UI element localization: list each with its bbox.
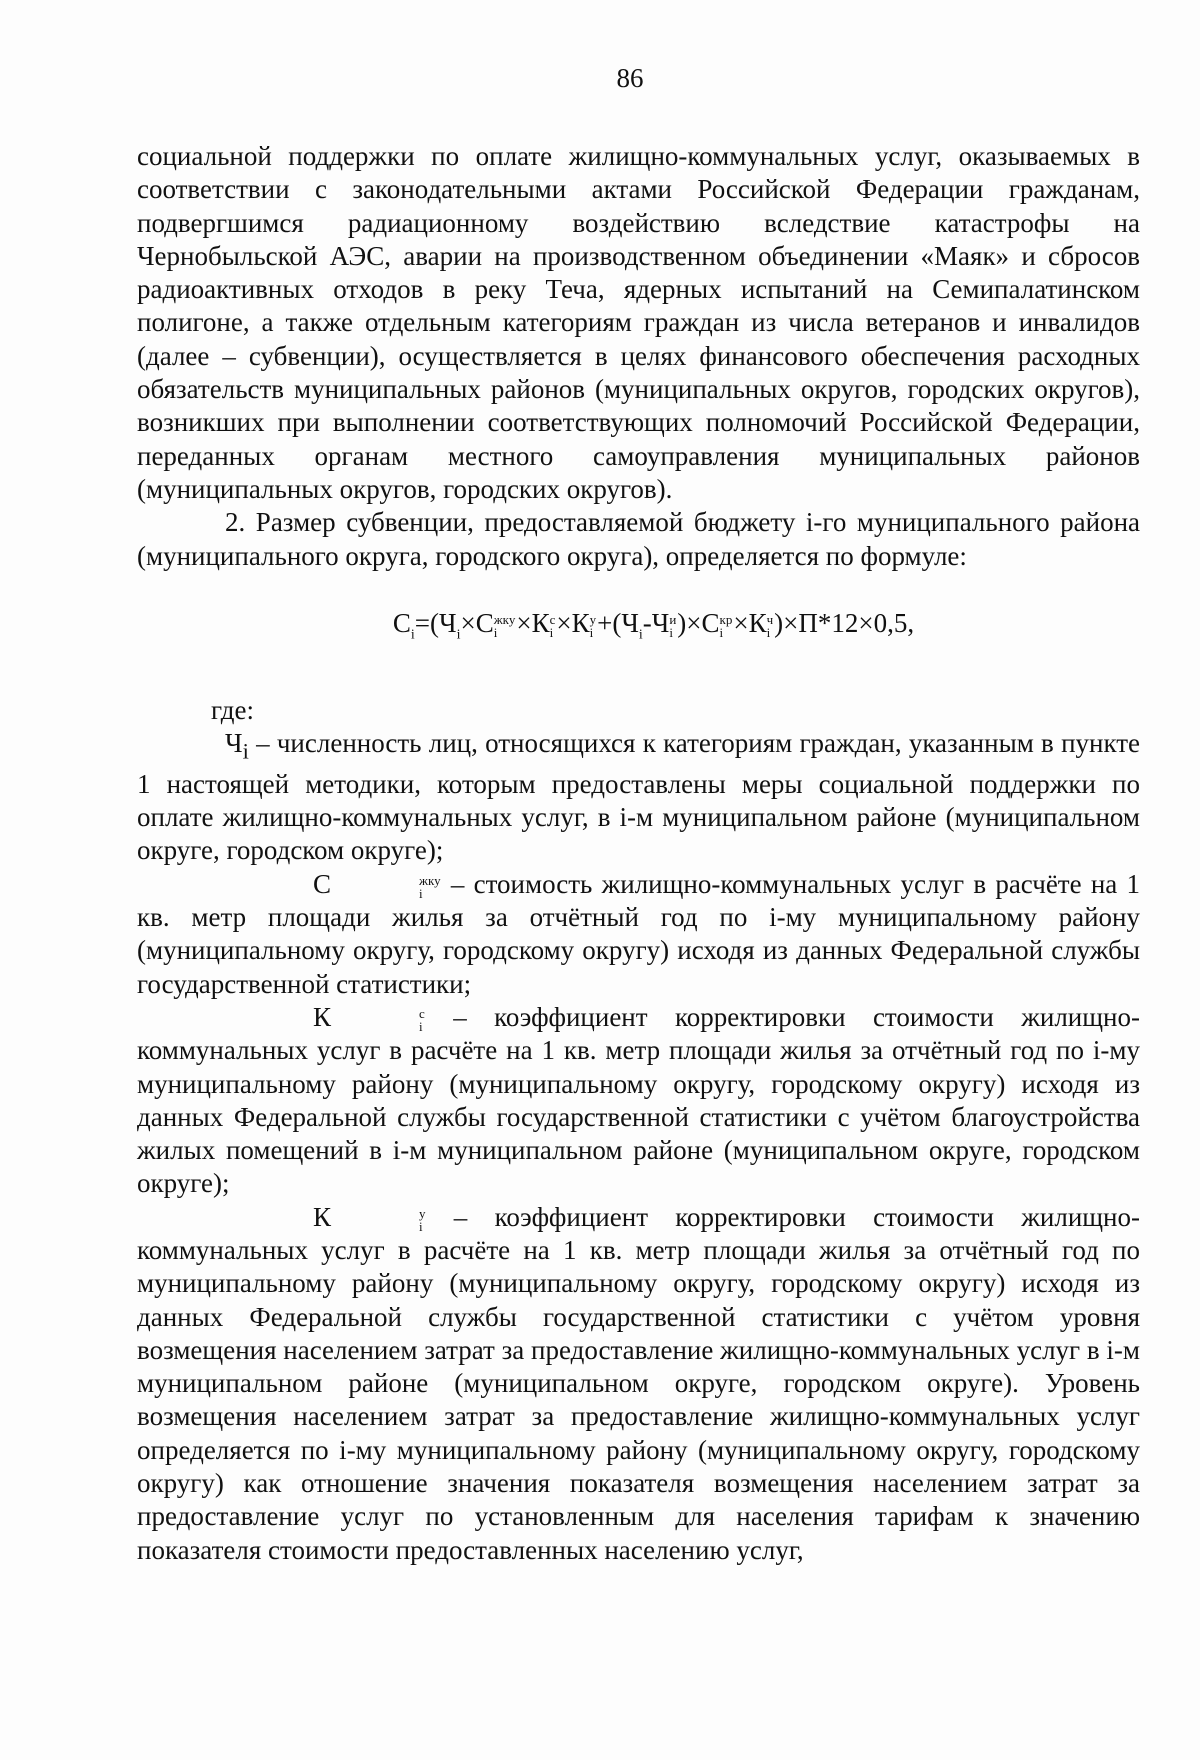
definition-c-zhku: С жку i – стоимость жилищно-коммунальных услуг в расчёте на 1 кв. метр площади жилья за отчётный год по i-му муниципальному району (муниципальному округу, городскому округу) исходя из данных Федеральной службы государственной статистики; [137,868,1140,999]
definition-ch: $Ч_i$ – численность лиц, относящихся к категориям граждан, указанным в пункте 1 настоящей методики, которым предоставлены меры социальной поддержки по оплате жилищно-коммунальных услуг, в i-м муниципальном районе (муниципальном округе, городском округе); [137,728,1141,866]
where-label: где: [211,694,254,725]
definition-k-u: К у i – коэффициент корректировки стоимости жилищно-коммунальных услуг в расчёте на 1 кв. метр площади жилья за отчётный год по муниципальному району (муниципальному округу, городскому округу) исходя из данных Федеральной службы государственной статистики с учётом уровня возмещения населением затрат за предоставление жилищно-коммунальных услуг в i-м муниципальном районе (муниципальном округе, городском округе). Уровень возмещения населением затрат за предоставление жилищно-коммунальных услуг определяется по i-му муниципальному району (муниципальному округу, городскому округу) как отношение значения показателя возмещения населением затрат за предоставление услуг по установленным для населения тарифам к значению показателя стоимости предоставленных населению услуг, [137,1201,1140,1565]
page-number: 86 [616,63,644,93]
subvention-formula: $С_i=(Ч_i\times С$ жку i ×К с i ×К у i $+(Ч_i-Ч$ и i )×С кр i ×К ч i )×П*12×0,5, [392,607,915,643]
paragraph-subvention-size: 2. Размер субвенции, предоставляемой бюджету i-го муниципального района (муниципального округа, городского округа), определяется по формуле: [137,507,1140,571]
formula-block [137,573,1140,694]
paragraph-subvention-purpose: социальной поддержки по оплате жилищно-коммунальных услуг, оказываемых в соответствии с законодательными актами Российской Федерации гражданам, подвергшимся радиационному воздействию вследствие катастрофы на Чернобыльской АЭС, аварии на производственном объединении «Маяк» и сбросов радиоактивных отходов в реку Теча, ядерных испытаний на Семипалатинском полигоне, а также отдельным категориям граждан из числа ветеранов и инвалидов (далее – субвенции), осуществляется в целях финансового обеспечения расходных обязательств муниципальных районов (муниципальных округов, городских округов), возникших при выполнении соответствующих полномочий Российской Федерации, переданных органам местного самоуправления муниципальных районов (муниципальных округов, городских округов). [137,141,1140,504]
definition-k-c: К с i – коэффициент корректировки стоимости жилищно-коммунальных услуг в расчёте на 1 кв. метр площади жилья за отчётный год по i-му муниципальному району (муниципальному округу, городскому округу) исходя из данных Федеральной службы государственной статистики с учётом благоустройства жилых помещений в i-м муниципальном районе (муниципальном округе, городском округе); [137,1001,1140,1199]
document-body [137,140,1140,1567]
